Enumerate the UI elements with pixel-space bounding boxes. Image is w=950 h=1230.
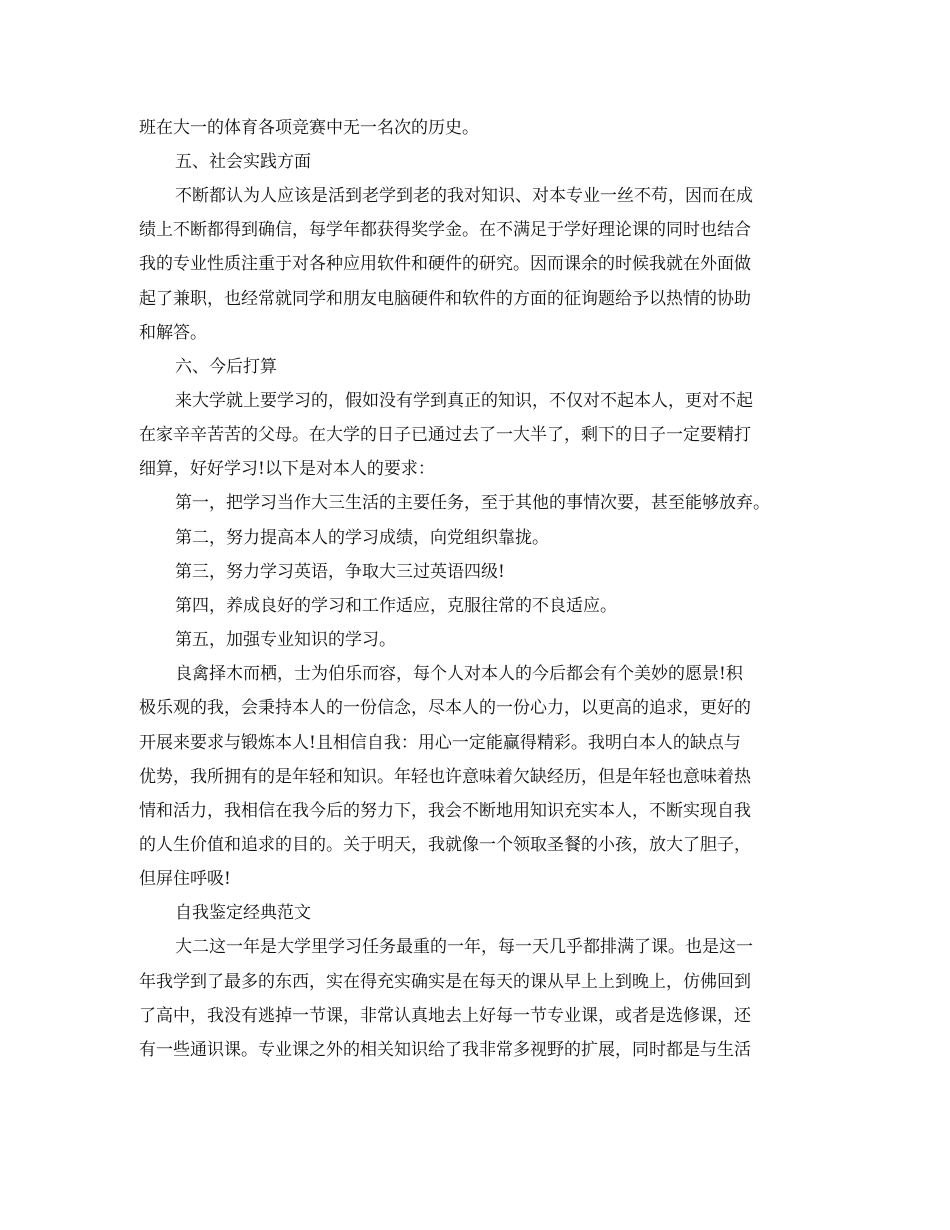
text-line: 第三，努力学习英语，争取大三过英语四级! <box>175 562 505 582</box>
text-line: 情和活力，我相信在我今后的努力下，我会不断地用知识充实本人，不断实现自我 <box>139 801 751 821</box>
text-line: 细算，好好学习!以下是对本人的要求： <box>139 459 435 479</box>
section-heading: 自我鉴定经典范文 <box>175 903 311 923</box>
text-line: 第二，努力提高本人的学习成绩，向党组织靠拢。 <box>175 528 549 548</box>
text-line: 极乐观的我，会秉持本人的一份信念，尽本人的一份心力，以更高的追求，更好的 <box>139 698 751 718</box>
text-line: 在家辛辛苦苦的父母。在大学的日子已通过去了一大半了，剩下的日子一定要精打 <box>139 425 751 445</box>
text-line: 大二这一年是大学里学习任务最重的一年，每一天几乎都排满了课。也是这一 <box>175 937 753 957</box>
text-line: 有一些通识课。专业课之外的相关知识给了我非常多视野的扩展，同时都是与生活 <box>139 1040 751 1060</box>
text-line: 第四，养成良好的学习和工作适应，克服往常的不良适应。 <box>175 596 617 616</box>
text-line: 开展来要求与锻炼本人!且相信自我：用心一定能赢得精彩。我明白本人的缺点与 <box>139 733 741 753</box>
text-line: 和解答。 <box>139 323 207 343</box>
text-line: 不断都认为人应该是活到老学到老的我对知识、对本专业一丝不苟，因而在成 <box>175 186 753 206</box>
text-line: 年我学到了最多的东西，实在得充实确实是在每天的课从早上上到晚上，仿佛回到 <box>139 972 751 992</box>
text-line: 了高中，我没有逃掉一节课，非常认真地去上好每一节专业课，或者是选修课，还 <box>139 1006 751 1026</box>
text-line: 第一，把学习当作大三生活的主要任务，至于其他的事情次要，甚至能够放弃。 <box>175 493 770 513</box>
text-line: 但屏住呼吸! <box>139 869 231 889</box>
text-line: 班在大一的体育各项竞赛中无一名次的历史。 <box>139 118 479 138</box>
text-line: 我的专业性质注重于对各种应用软件和硬件的研究。因而课余的时候我就在外面做 <box>139 254 751 274</box>
section-heading: 五、社会实践方面 <box>175 152 311 172</box>
text-line: 优势，我所拥有的是年轻和知识。年轻也许意味着欠缺经历，但是年轻也意味着热 <box>139 767 751 787</box>
text-line: 第五，加强专业知识的学习。 <box>175 630 396 650</box>
section-heading: 六、今后打算 <box>175 357 277 377</box>
text-line: 良禽择木而栖，士为伯乐而容，每个人对本人的今后都会有个美妙的愿景!积 <box>175 664 743 684</box>
text-line: 起了兼职，也经常就同学和朋友电脑硬件和软件的方面的征询题给予以热情的协助 <box>139 289 751 309</box>
text-line: 来大学就上要学习的，假如没有学到真正的知识，不仅对不起本人，更对不起 <box>175 391 753 411</box>
text-line: 的人生价值和追求的目的。关于明天，我就像一个领取圣餐的小孩，放大了胆子， <box>139 835 751 855</box>
text-line: 绩上不断都得到确信，每学年都获得奖学金。在不满足于学好理论课的同时也结合 <box>139 220 751 240</box>
